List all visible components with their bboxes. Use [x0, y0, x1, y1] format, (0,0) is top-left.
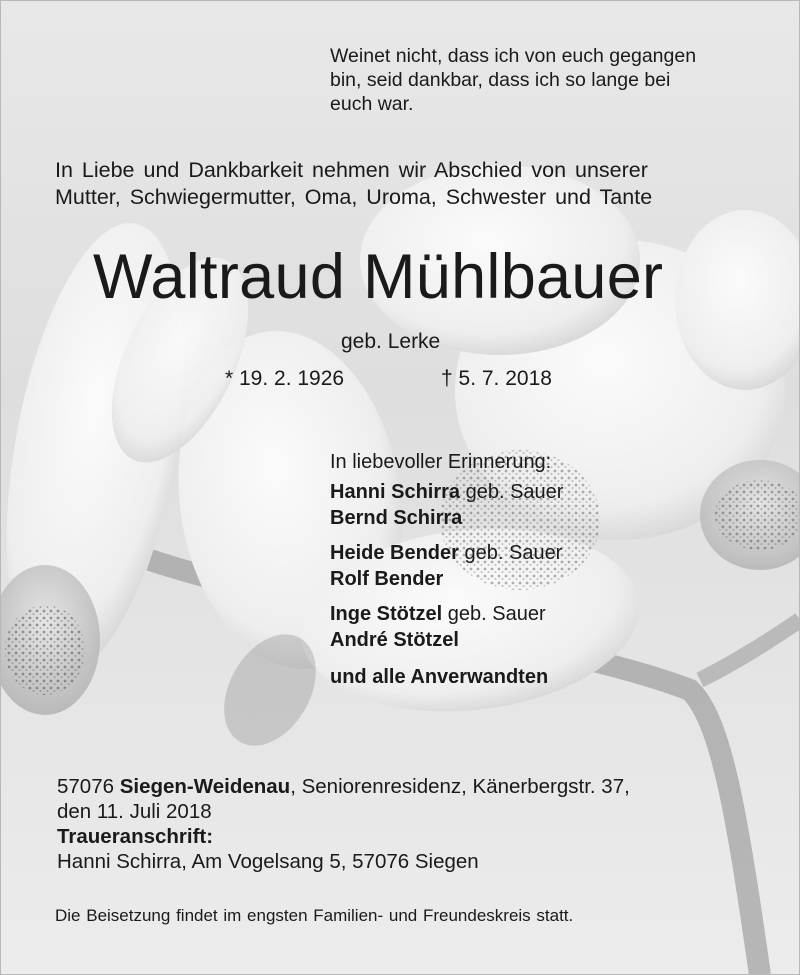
- mourner-suffix: geb. Sauer: [442, 603, 546, 625]
- mourner-name: André Stötzel: [330, 629, 459, 651]
- mourners-heading: In liebevoller Erinnerung:: [330, 451, 552, 473]
- mourner-row: [330, 479, 563, 505]
- birth-date: * 19. 2. 1926: [225, 367, 345, 390]
- mourner-row: [330, 601, 563, 627]
- notice-date: den 11. Juli 2018: [57, 800, 212, 823]
- residence-address: , Seniorenresidenz, Känerbergstr. 37,: [290, 775, 630, 798]
- death-date: † 5. 7. 2018: [441, 367, 552, 390]
- mourner-row: [330, 627, 563, 653]
- mourners-list: [330, 449, 563, 690]
- mourner-row: [330, 664, 563, 690]
- poem-line: bin, seid dankbar, dass ich so lange bei: [330, 69, 671, 91]
- location-line: [57, 774, 630, 799]
- place-and-address: [57, 774, 630, 874]
- mourning-address: Hanni Schirra, Am Vogelsang 5, 57076 Siegen: [57, 850, 479, 873]
- mourner-name: Rolf Bender: [330, 568, 444, 590]
- mourner-row: [330, 540, 563, 566]
- mourning-address-label: Traueranschrift:: [57, 825, 214, 848]
- deceased-name: Waltraud Mühlbauer: [93, 242, 664, 312]
- town: Siegen-Weidenau: [119, 775, 291, 798]
- mourner-name: Hanni Schirra: [330, 481, 461, 503]
- mourner-name: Bernd Schirra: [330, 507, 463, 529]
- mourner-suffix: geb. Sauer: [460, 481, 564, 503]
- poem-line: euch war.: [330, 93, 414, 115]
- mourner-row: [330, 566, 563, 592]
- intro-line: In Liebe und Dankbarkeit nehmen wir Abschied von unserer: [55, 158, 648, 182]
- maiden-name: geb. Lerke: [341, 330, 441, 353]
- farewell-intro: [55, 157, 652, 211]
- mourner-suffix: geb. Sauer: [458, 542, 563, 564]
- funeral-note: Die Beisetzung findet im engsten Familien- und Freundeskreis statt.: [55, 906, 574, 925]
- mourner-name: und alle Anverwandten: [330, 666, 549, 688]
- mourner-name: Inge Stötzel: [330, 603, 443, 625]
- mourner-name: Heide Bender: [330, 542, 459, 564]
- postcode: 57076: [57, 775, 115, 798]
- mourner-row: [330, 505, 563, 531]
- poem-line: Weinet nicht, dass ich von euch gegangen: [330, 45, 697, 67]
- poem-quote: [330, 44, 696, 116]
- intro-line: Mutter, Schwiegermutter, Oma, Uroma, Schwester und Tante: [55, 185, 653, 209]
